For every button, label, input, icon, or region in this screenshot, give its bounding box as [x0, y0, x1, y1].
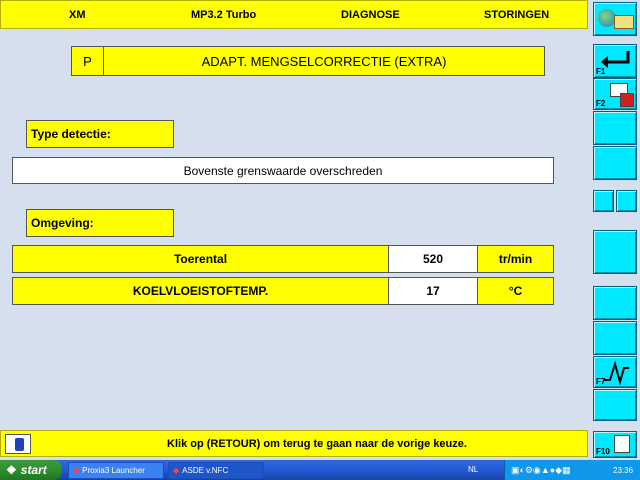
- f10-key-label: F10: [596, 447, 610, 456]
- language-indicator[interactable]: NL: [468, 465, 479, 474]
- print-button[interactable]: [593, 78, 637, 110]
- start-label: start: [20, 463, 47, 477]
- taskbar-item[interactable]: [168, 462, 264, 479]
- header-engine: MP3.2 Turbo: [191, 9, 257, 21]
- header-section: STORINGEN: [484, 9, 550, 21]
- system-tray: [504, 460, 640, 480]
- f2-key-label: F2: [596, 99, 606, 108]
- side-button-left[interactable]: [593, 190, 614, 212]
- header-bar: [0, 0, 588, 29]
- taskbar-item-label: Proxia3 Launcher: [82, 466, 145, 475]
- side-button-right[interactable]: [616, 190, 637, 212]
- side-button-7[interactable]: [593, 321, 637, 355]
- return-button[interactable]: [593, 44, 637, 78]
- fault-title: ADAPT. MENGSELCORRECTIE (EXTRA): [103, 46, 545, 76]
- side-button-8[interactable]: [593, 389, 637, 421]
- taskbar-item-label: ASDE v.NFC: [182, 466, 229, 475]
- f7-key-label: F7: [596, 377, 606, 386]
- f1-key-label: F1: [596, 67, 606, 76]
- signal-graph-button[interactable]: [593, 356, 637, 388]
- globe-folder-button[interactable]: [593, 2, 637, 36]
- app-icon: ◆: [173, 466, 180, 475]
- document-icon: [614, 435, 630, 453]
- side-button-4[interactable]: [593, 146, 637, 180]
- param-unit: °C: [477, 277, 554, 305]
- header-model: XM: [69, 9, 86, 21]
- side-button-5[interactable]: [593, 230, 637, 274]
- param-name: KOELVLOEISTOFTEMP.: [12, 277, 389, 305]
- detection-label: Type detectie:: [26, 120, 174, 148]
- side-button-6[interactable]: [593, 286, 637, 320]
- clock: 23:36: [613, 466, 634, 475]
- start-button[interactable]: [0, 460, 62, 480]
- windows-logo-icon: ❖: [6, 463, 17, 477]
- footer-bar: [0, 430, 588, 457]
- param-name: Toerental: [12, 245, 389, 273]
- fault-code: P: [71, 46, 104, 76]
- document-button[interactable]: [593, 431, 637, 458]
- signal-wave-icon: [602, 360, 632, 386]
- taskbar-item[interactable]: [68, 462, 164, 479]
- save-disk-icon: [620, 93, 634, 107]
- header-mode: DIAGNOSE: [341, 9, 400, 21]
- param-value: 520: [388, 245, 478, 273]
- param-value: 17: [388, 277, 478, 305]
- environment-label: Omgeving:: [26, 209, 174, 237]
- tray-icons[interactable]: ▣◐⚙◉▲●◆▦: [511, 465, 571, 475]
- folder-icon: [614, 15, 634, 29]
- footer-message: Klik op (RETOUR) om terug te gaan naar de vorige keuze.: [167, 438, 467, 450]
- detection-value: Bovenste grenswaarde overschreden: [12, 157, 554, 184]
- side-button-3[interactable]: [593, 111, 637, 145]
- app-icon: ◆: [73, 466, 80, 475]
- param-unit: tr/min: [477, 245, 554, 273]
